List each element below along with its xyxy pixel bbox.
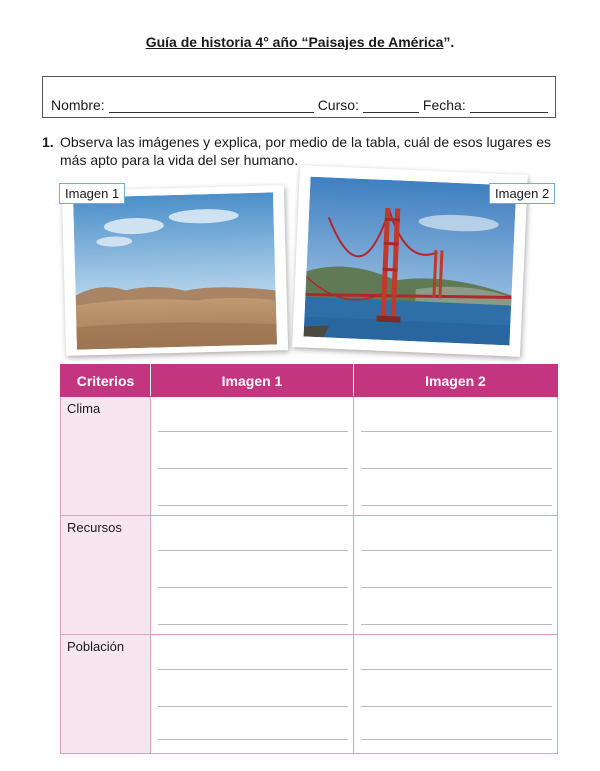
answer-cell-poblacion-imagen-1[interactable] [151,635,354,754]
writing-line [361,706,552,707]
writing-line [361,505,552,506]
writing-line [158,739,348,740]
writing-line [158,505,348,506]
answer-cell-poblacion-imagen-2[interactable] [354,635,558,754]
bridge-image [304,177,517,346]
answer-cell-recursos-imagen-2[interactable] [354,516,558,635]
writing-line [158,468,348,469]
writing-line [361,669,552,670]
question-number: 1. [42,134,54,150]
table-header-row [61,365,558,397]
criteria-clima: Clima [61,397,151,516]
date-field[interactable] [470,100,548,113]
desert-image [73,192,277,349]
criteria-table [60,364,557,754]
writing-line [158,587,348,588]
writing-line [361,587,552,588]
criteria-poblacion: Población [61,635,151,754]
header-criterios: Criterios [61,365,151,397]
writing-line [361,431,552,432]
writing-line [361,550,552,551]
date-label: Fecha: [422,97,466,113]
image-1-tag: Imagen 1 [59,183,125,204]
header-imagen-1: Imagen 1 [151,365,354,397]
student-info-row [51,97,552,113]
criteria-recursos: Recursos [61,516,151,635]
desert-photo [62,185,288,356]
writing-line [158,669,348,670]
table-row-poblacion [61,635,558,754]
answer-cell-recursos-imagen-1[interactable] [151,516,354,635]
course-label: Curso: [317,97,359,113]
title-end: ”. [443,34,455,50]
course-field[interactable] [363,100,419,113]
question-1 [42,133,560,169]
writing-line [361,468,552,469]
table-row-clima [61,397,558,516]
writing-line [158,624,348,625]
name-field[interactable] [109,100,314,113]
writing-line [158,431,348,432]
image-2-tag: Imagen 2 [489,183,555,204]
student-info-box [42,76,556,118]
writing-line [158,706,348,707]
question-text: Observa las imágenes y explica, por medio de la tabla, cuál de esos lugares es más apto para la vida del ser humano. [60,134,552,168]
name-label: Nombre: [51,97,105,113]
title-text: Guía de historia 4° año “Paisajes de América [145,34,444,50]
writing-line [361,624,552,625]
worksheet-title [0,34,600,50]
header-imagen-2: Imagen 2 [354,365,558,397]
answer-cell-clima-imagen-2[interactable] [354,397,558,516]
answer-cell-clima-imagen-1[interactable] [151,397,354,516]
table-row-recursos [61,516,558,635]
writing-line [361,739,552,740]
writing-line [158,550,348,551]
